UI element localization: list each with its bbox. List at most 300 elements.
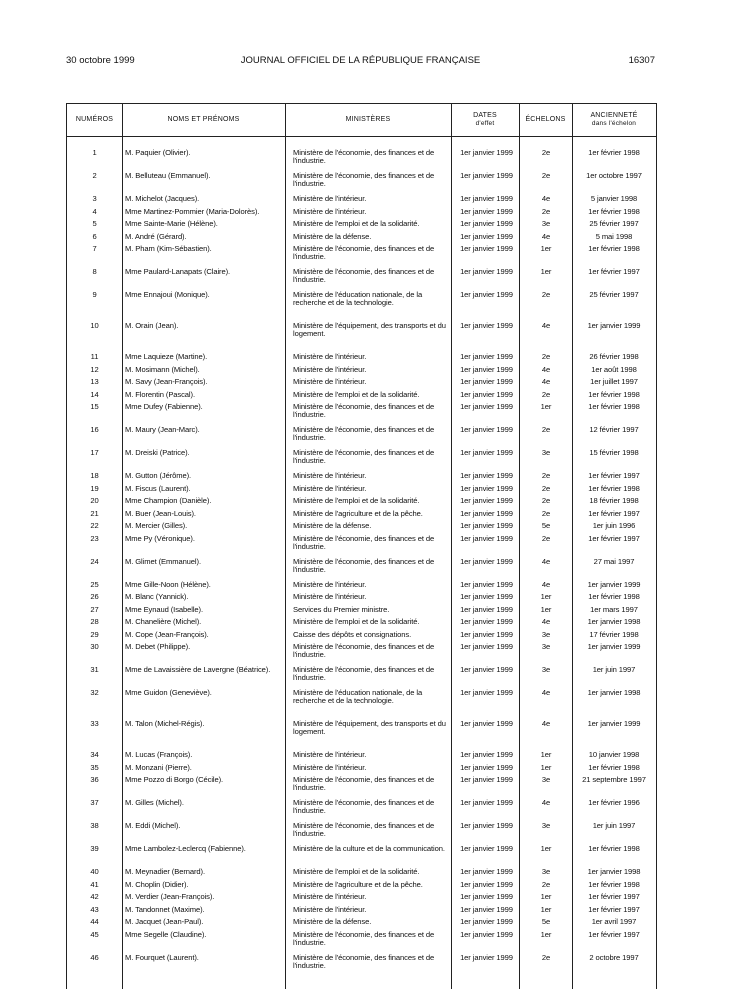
row-name: M. Chanelière (Michel). [125,617,202,626]
row-effective-date: 1er janvier 1999 [460,533,513,543]
column-header-dates-sublabel: d'effet [475,120,495,127]
row-ministry: Ministère de l'économie, des finances et de l'industrie. [293,642,435,660]
table-row [67,353,656,366]
row-effective-date: 1er janvier 1999 [460,352,513,361]
row-number: 41 [90,879,99,889]
row-ministry: Ministère de l'économie, des finances et de l'industrie. [293,665,435,683]
row-number: 9 [92,290,97,299]
row-seniority: 15 février 1998 [589,448,639,457]
column-header-anciennete-label: ANCIENNETÉ [590,112,638,119]
row-echelon: 1er [540,592,552,601]
table-row [67,666,656,689]
row-seniority: 21 septembre 1997 [582,775,646,784]
row-effective-date: 1er janvier 1999 [460,290,513,299]
row-ministry: Ministère de l'emploi et de la solidarité. [293,389,420,399]
row-echelon: 2e [541,952,551,962]
row-name: M. Blanc (Yannick). [125,592,189,601]
row-seniority: 1er février 1998 [588,206,640,216]
row-effective-date: 1er janvier 1999 [460,206,513,216]
journal-title: JOURNAL OFFICIEL DE LA RÉPUBLIQUE FRANÇAISE [240,55,481,66]
row-name: Mme Champion (Danièle). [125,496,212,505]
row-number: 29 [90,629,99,639]
row-ministry: Ministère de l'intérieur. [293,483,367,493]
row-number: 1 [92,148,97,157]
row-ministry: Ministère de l'équipement, des transports et du logement. [293,719,446,737]
table-row [67,291,656,322]
row-ministry: Ministère de l'économie, des finances et de l'industrie. [293,171,435,189]
row-seniority: 5 janvier 1998 [590,194,638,203]
row-ministry: Ministère de l'éducation nationale, de la recherche et de la technologie. [293,688,423,706]
row-effective-date: 1er janvier 1999 [460,929,513,939]
row-effective-date: 1er janvier 1999 [460,592,513,601]
row-name: M. Verdier (Jean-François). [125,892,215,901]
row-echelon: 4e [541,377,551,386]
table-row [67,149,656,172]
row-echelon: 2e [541,352,551,361]
row-effective-date: 1er janvier 1999 [460,604,513,614]
row-effective-date: 1er janvier 1999 [460,377,513,386]
row-seniority: 1er février 1997 [588,892,640,901]
table-row [67,618,656,631]
row-effective-date: 1er janvier 1999 [460,579,513,589]
row-seniority: 1er février 1998 [588,244,640,253]
row-seniority: 25 février 1997 [589,290,639,299]
row-seniority: 1er février 1997 [588,929,640,939]
row-name: Mme Lambolez-Leclercq (Fabienne). [125,844,246,853]
row-name: Mme Paulard-Lanapats (Claire). [125,267,231,276]
row-name: M. Cope (Jean-François). [125,629,209,639]
row-seniority: 1er juin 1997 [592,821,636,830]
row-name: Mme Gille-Noon (Hélène). [125,579,211,589]
row-echelon: 4e [541,364,551,374]
row-name: Mme Pozzo di Borgo (Cécile). [125,775,224,784]
row-number: 30 [90,642,99,651]
row-ministry: Ministère de l'intérieur. [293,904,367,914]
row-number: 10 [90,321,99,330]
row-effective-date: 1er janvier 1999 [460,665,513,674]
table-row [67,845,656,868]
row-echelon: 3e [541,867,551,876]
row-name: Mme Ennajoui (Monique). [125,290,210,299]
table-row [67,868,656,881]
table-row [67,954,656,977]
row-seniority: 1er janvier 1998 [587,617,641,626]
row-name: M. Mosimann (Michel). [125,364,200,374]
column-header-noms [122,104,285,136]
table-row [67,593,656,606]
column-header-echelons-label: ÉCHELONS [525,116,566,123]
row-echelon: 1er [540,762,552,772]
row-number: 17 [90,448,99,457]
row-name: M. Mercier (Gilles). [125,521,188,530]
row-echelon: 1er [540,904,552,914]
row-ministry: Ministère de l'équipement, des transports et du logement. [293,321,446,339]
row-ministry: Ministère de l'économie, des finances et de l'industrie. [293,448,435,466]
row-seniority: 17 février 1998 [589,629,639,639]
row-name: M. Paquier (Olivier). [125,148,191,157]
row-number: 18 [90,471,99,480]
row-effective-date: 1er janvier 1999 [460,762,513,772]
row-number: 6 [92,231,97,241]
row-name: Mme Dufey (Fabienne). [125,402,203,411]
row-effective-date: 1er janvier 1999 [460,267,513,276]
row-number: 42 [90,892,99,901]
table-row [67,378,656,391]
row-name: M. Lucas (François). [125,750,193,759]
row-echelon: 1er [540,604,552,614]
row-effective-date: 1er janvier 1999 [460,231,513,241]
row-effective-date: 1er janvier 1999 [460,194,513,203]
row-number: 34 [90,750,99,759]
row-number: 4 [92,206,97,216]
row-echelon: 4e [541,194,551,203]
row-effective-date: 1er janvier 1999 [460,892,513,901]
row-name: M. Dreiski (Patrice). [125,448,190,457]
row-ministry: Ministère de l'intérieur. [293,471,367,480]
row-name: Mme de Lavaissière de Lavergne (Béatrice). [125,665,271,674]
row-ministry: Ministère de l'économie, des finances et de l'industrie. [293,952,435,970]
row-ministry: Ministère de l'économie, des finances et de l'industrie. [293,775,435,793]
row-name: M. Florentin (Pascal). [125,389,195,399]
row-ministry: Ministère de l'intérieur. [293,206,367,216]
nominations-table [66,103,657,989]
row-echelon: 2e [541,533,551,543]
table-row [67,195,656,208]
row-effective-date: 1er janvier 1999 [460,556,513,566]
table-row [67,799,656,822]
row-ministry: Ministère de l'économie, des finances et de l'industrie. [293,929,435,947]
row-echelon: 2e [541,483,551,493]
row-number: 27 [90,604,99,614]
row-echelon: 4e [541,719,551,728]
row-effective-date: 1er janvier 1999 [460,821,513,830]
row-seniority: 26 février 1998 [589,352,639,361]
row-effective-date: 1er janvier 1999 [460,389,513,399]
row-ministry: Ministère de l'intérieur. [293,892,367,901]
row-number: 23 [90,533,99,543]
row-name: M. Gilles (Michel). [125,798,184,807]
row-effective-date: 1er janvier 1999 [460,244,513,253]
row-name: Mme Segelle (Claudine). [125,929,207,939]
row-ministry: Ministère de l'économie, des finances et de l'industrie. [293,425,435,443]
row-ministry: Ministère de la culture et de la communication. [293,844,445,853]
row-echelon: 3e [541,665,551,674]
row-effective-date: 1er janvier 1999 [460,402,513,411]
row-seniority: 1er juillet 1997 [590,377,638,386]
row-echelon: 2e [541,879,551,889]
row-echelon: 5e [541,521,551,530]
table-row [67,172,656,195]
row-number: 14 [90,389,99,399]
row-echelon: 4e [541,617,551,626]
row-echelon: 2e [541,496,551,505]
row-ministry: Ministère de l'agriculture et de la pêche. [293,508,423,518]
row-ministry: Ministère de la défense. [293,231,372,241]
row-number: 3 [92,194,97,203]
row-echelon: 1er [540,402,552,411]
row-ministry: Ministère de l'emploi et de la solidarité. [293,867,420,876]
row-ministry: Ministère de l'économie, des finances et de l'industrie. [293,148,435,166]
table-row [67,449,656,472]
row-number: 44 [90,917,99,926]
row-number: 40 [90,867,99,876]
row-number: 20 [90,496,99,505]
column-header-anciennete [572,104,656,136]
row-ministry: Ministère de l'intérieur. [293,579,367,589]
row-number: 31 [90,665,99,674]
row-number: 28 [90,617,99,626]
table-row [67,751,656,764]
row-effective-date: 1er janvier 1999 [460,750,513,759]
row-seniority: 1er février 1998 [588,879,640,889]
row-number: 36 [90,775,99,784]
row-seniority: 1er juin 1997 [592,665,636,674]
row-effective-date: 1er janvier 1999 [460,448,513,457]
row-effective-date: 1er janvier 1999 [460,171,513,180]
row-seniority: 1er août 1998 [591,364,637,374]
row-number: 22 [90,521,99,530]
row-ministry: Ministère de l'éducation nationale, de la recherche et de la technologie. [293,290,423,308]
row-name: M. Jacquet (Jean-Paul). [125,917,204,926]
row-name: M. Pham (Kim-Sébastien). [125,244,212,253]
row-echelon: 5e [541,917,551,926]
row-echelon: 4e [541,556,551,566]
table-row [67,720,656,751]
row-number: 19 [90,483,99,493]
row-echelon: 4e [541,321,551,330]
table-row [67,497,656,510]
row-name: M. André (Gérard). [125,231,187,241]
table-row [67,472,656,485]
row-echelon: 4e [541,688,551,697]
row-seniority: 12 février 1997 [589,425,639,434]
row-echelon: 3e [541,219,551,228]
row-number: 32 [90,688,99,697]
row-effective-date: 1er janvier 1999 [460,917,513,926]
table-row [67,268,656,291]
row-number: 13 [90,377,99,386]
row-number: 12 [90,364,99,374]
row-effective-date: 1er janvier 1999 [460,952,513,962]
row-seniority: 1er février 1997 [588,267,640,276]
row-seniority: 27 mai 1997 [593,556,635,566]
table-row [67,426,656,449]
row-seniority: 10 janvier 1998 [588,750,640,759]
row-echelon: 3e [541,821,551,830]
row-name: M. Talon (Michel-Régis). [125,719,205,728]
row-seniority: 1er février 1998 [588,148,640,157]
row-seniority: 2 octobre 1997 [589,952,639,962]
row-echelon: 2e [541,290,551,299]
row-effective-date: 1er janvier 1999 [460,844,513,853]
row-number: 11 [90,352,99,361]
row-number: 39 [90,844,99,853]
row-number: 38 [90,821,99,830]
row-seniority: 1er février 1998 [588,483,640,493]
row-echelon: 2e [541,206,551,216]
row-number: 43 [90,904,99,914]
row-name: M. Choplin (Didier). [125,879,189,889]
row-echelon: 4e [541,798,551,807]
row-name: M. Meynadier (Bernard). [125,867,205,876]
row-name: M. Fiscus (Laurent). [125,483,191,493]
row-name: M. Eddi (Michel). [125,821,181,830]
row-effective-date: 1er janvier 1999 [460,688,513,697]
row-echelon: 3e [541,448,551,457]
row-seniority: 1er avril 1997 [591,917,637,926]
row-ministry: Ministère de l'économie, des finances et de l'industrie. [293,821,435,839]
row-ministry: Ministère de l'économie, des finances et de l'industrie. [293,267,435,285]
table-row [67,322,656,353]
row-effective-date: 1er janvier 1999 [460,904,513,914]
row-echelon: 2e [541,148,551,157]
row-name: M. Maury (Jean-Marc). [125,425,200,434]
row-name: M. Michelot (Jacques). [125,194,200,203]
row-name: Mme Eynaud (Isabelle). [125,604,203,614]
row-ministry: Ministère de l'intérieur. [293,592,367,601]
row-echelon: 1er [540,844,552,853]
column-header-numeros [67,104,122,136]
row-effective-date: 1er janvier 1999 [460,798,513,807]
row-effective-date: 1er janvier 1999 [460,425,513,434]
row-name: Mme Py (Véronique). [125,533,195,543]
row-ministry: Caisse des dépôts et consignations. [293,629,412,639]
row-seniority: 1er février 1997 [588,471,640,480]
row-number: 2 [92,171,97,180]
row-ministry: Ministère de l'économie, des finances et de l'industrie. [293,402,435,420]
row-ministry: Ministère de l'économie, des finances et de l'industrie. [293,533,435,551]
row-seniority: 1er février 1998 [588,592,640,601]
issue-date: 30 octobre 1999 [66,55,135,66]
table-body [67,149,656,977]
row-echelon: 2e [541,471,551,480]
row-number: 26 [90,592,99,601]
row-echelon: 2e [541,425,551,434]
row-effective-date: 1er janvier 1999 [460,483,513,493]
row-number: 33 [90,719,99,728]
table-row [67,558,656,581]
row-ministry: Ministère de l'emploi et de la solidarité. [293,617,420,626]
row-seniority: 1er janvier 1998 [587,867,641,876]
row-name: M. Fourquet (Laurent). [125,952,199,962]
row-name: M. Gutton (Jérôme). [125,471,192,480]
row-effective-date: 1er janvier 1999 [460,775,513,784]
row-seniority: 1er janvier 1999 [587,321,641,330]
page-header [66,55,655,69]
row-effective-date: 1er janvier 1999 [460,521,513,530]
table-row [67,918,656,931]
row-effective-date: 1er janvier 1999 [460,471,513,480]
row-effective-date: 1er janvier 1999 [460,867,513,876]
row-name: M. Buer (Jean-Louis). [125,508,196,518]
row-number: 45 [90,929,99,939]
row-number: 16 [90,425,99,434]
row-echelon: 3e [541,642,551,651]
table-row [67,403,656,426]
row-name: M. Glimet (Emmanuel). [125,556,201,566]
row-ministry: Ministère de la défense. [293,917,372,926]
row-echelon: 1er [540,750,552,759]
row-seniority: 1er mars 1997 [590,604,638,614]
row-ministry: Ministère de l'intérieur. [293,377,367,386]
row-number: 8 [92,267,97,276]
row-effective-date: 1er janvier 1999 [460,364,513,374]
row-echelon: 1er [540,267,552,276]
row-seniority: 5 mai 1998 [595,231,633,241]
column-header-ministeres-label: MINISTÈRES [345,116,391,123]
row-seniority: 1er février 1998 [588,402,640,411]
row-name: M. Savy (Jean-François). [125,377,208,386]
row-seniority: 1er février 1997 [588,508,640,518]
row-ministry: Ministère de l'économie, des finances et de l'industrie. [293,556,435,574]
row-effective-date: 1er janvier 1999 [460,617,513,626]
row-ministry: Ministère de l'emploi et de la solidarité. [293,219,420,228]
row-ministry: Ministère de l'intérieur. [293,750,367,759]
row-number: 24 [90,556,99,566]
row-ministry: Ministère de la défense. [293,521,372,530]
table-row [67,643,656,666]
row-ministry: Ministère de l'économie, des finances et de l'industrie. [293,244,435,262]
row-echelon: 2e [541,171,551,180]
table-row [67,535,656,558]
row-number: 21 [90,508,99,518]
table-row [67,822,656,845]
column-header-dates-label: DATES [473,112,497,119]
column-header-ministeres [285,104,451,136]
table-row [67,689,656,720]
row-echelon: 1er [540,892,552,901]
row-name: M. Belluteau (Emmanuel). [125,171,211,180]
row-number: 5 [92,219,97,228]
row-effective-date: 1er janvier 1999 [460,879,513,889]
row-echelon: 3e [541,629,551,639]
row-effective-date: 1er janvier 1999 [460,219,513,228]
table-row [67,220,656,233]
row-echelon: 1er [540,929,552,939]
row-name: Mme Martinez-Pommier (Maria-Dolorès). [125,206,260,216]
table-row [67,522,656,535]
row-effective-date: 1er janvier 1999 [460,719,513,728]
row-seniority: 1er janvier 1999 [587,642,641,651]
row-echelon: 4e [541,579,551,589]
column-header-noms-label: NOMS ET PRÉNOMS [167,116,240,123]
row-seniority: 1er janvier 1999 [587,719,641,728]
row-echelon: 4e [541,231,551,241]
row-effective-date: 1er janvier 1999 [460,642,513,651]
row-name: M. Monzani (Pierre). [125,762,192,772]
table-row [67,931,656,954]
header-rule [67,136,656,137]
row-seniority: 18 février 1998 [589,496,639,505]
row-ministry: Ministère de l'intérieur. [293,762,367,772]
row-number: 25 [90,579,99,589]
column-header-numeros-label: NUMÉROS [75,116,114,123]
column-header-anciennete-sublabel: dans l'échelon [591,120,637,127]
row-number: 7 [92,244,97,253]
row-seniority: 25 février 1997 [589,219,639,228]
row-seniority: 1er février 1996 [588,798,640,807]
row-ministry: Services du Premier ministre. [293,604,390,614]
row-ministry: Ministère de l'emploi et de la solidarité. [293,496,420,505]
row-echelon: 1er [540,244,552,253]
row-seniority: 1er février 1998 [588,762,640,772]
row-name: M. Orain (Jean). [125,321,179,330]
column-header-echelons [519,104,572,136]
row-echelon: 3e [541,775,551,784]
row-seniority: 1er février 1997 [588,904,640,914]
row-seniority: 1er janvier 1999 [587,579,641,589]
row-number: 46 [90,952,99,962]
